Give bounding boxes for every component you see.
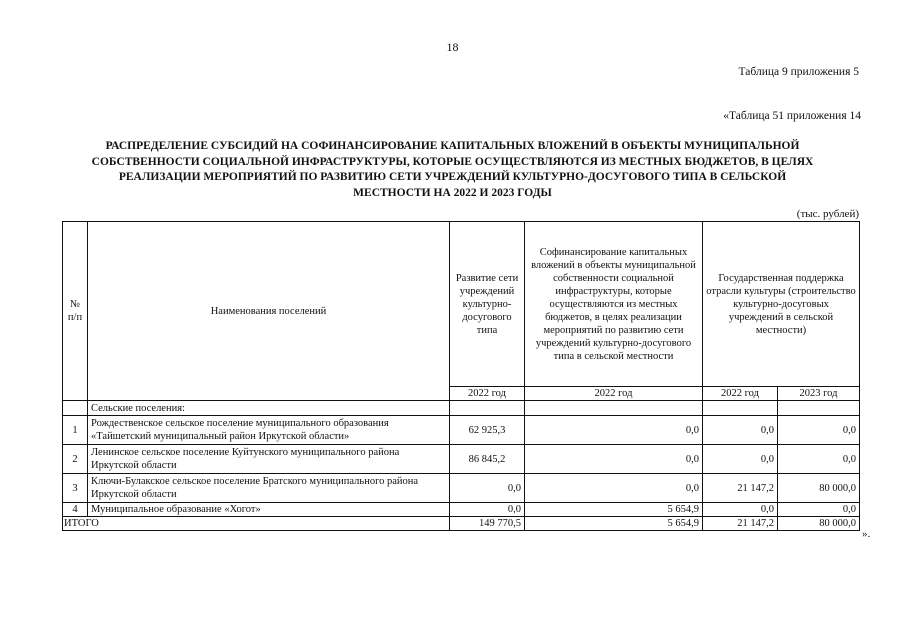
row-value-col3b: 80 000,0 — [778, 474, 860, 503]
row-num: 2 — [63, 445, 88, 474]
row-value-col2: 5 654,9 — [525, 503, 703, 517]
row-value-col3b: 0,0 — [778, 445, 860, 474]
table-row — [63, 474, 860, 503]
row-value-col3a: 21 147,2 — [703, 474, 778, 503]
total-value-col2: 5 654,9 — [525, 517, 703, 531]
row-value-col1: 0,0 — [450, 503, 525, 517]
table-row — [63, 416, 860, 445]
row-num: 1 — [63, 416, 88, 445]
table-total-row — [63, 517, 860, 531]
document-title: РАСПРЕДЕЛЕНИЕ СУБСИДИЙ НА СОФИНАНСИРОВАНИЕ КАПИТАЛЬНЫХ ВЛОЖЕНИЙ В ОБЪЕКТЫ МУНИЦИПАЛЬНОЙ СОБСТВЕННОСТИ СОЦИАЛЬНОЙ ИНФРАСТРУКТУРЫ, КОТОРЫЕ ОСУЩЕСТВЛЯЮТСЯ ИЗ МЕСТНЫХ БЮДЖЕТОВ, В ЦЕЛЯХ РЕАЛИЗАЦИИ МЕРОПРИЯТИЙ ПО РАЗВИТИЮ СЕТИ УЧРЕЖДЕНИЙ КУЛЬТУРНО-ДОСУГОВОГО ТИПА В СЕЛЬСКОЙ МЕСТНОСТИ НА 2022 И 2023 ГОДЫ — [91, 140, 814, 199]
closing-quote-mark: ». — [862, 528, 871, 540]
header-name: Наименования поселений — [88, 222, 450, 401]
year-col3a: 2022 год — [703, 387, 778, 401]
table-row-group — [63, 401, 860, 416]
year-col1: 2022 год — [450, 387, 525, 401]
row-value-col3a: 0,0 — [703, 503, 778, 517]
year-col3b: 2023 год — [778, 387, 860, 401]
inner-table-reference: «Таблица 51 приложения 14 — [723, 110, 861, 122]
row-value-col3a: 0,0 — [703, 445, 778, 474]
row-value-col3b: 0,0 — [778, 503, 860, 517]
year-col2: 2022 год — [525, 387, 703, 401]
row-name: Муниципальное образование «Хогот» — [88, 503, 450, 517]
row-name: Ключи-Булакское сельское поселение Братского муниципального района Иркутской области — [88, 474, 450, 503]
row-value-col3b: 0,0 — [778, 416, 860, 445]
table-row — [63, 503, 860, 517]
total-value-col1: 149 770,5 — [450, 517, 525, 531]
row-num: 4 — [63, 503, 88, 517]
row-value-col2: 0,0 — [525, 445, 703, 474]
row-value-col1: 62 925,3 — [450, 416, 525, 445]
row-value-col3a: 0,0 — [703, 416, 778, 445]
total-value-col3a: 21 147,2 — [703, 517, 778, 531]
group-label: Сельские поселения: — [88, 401, 450, 416]
total-value-col3b: 80 000,0 — [778, 517, 860, 531]
row-num: 3 — [63, 474, 88, 503]
table-reference: Таблица 9 приложения 5 — [738, 66, 859, 78]
row-value-col1: 0,0 — [450, 474, 525, 503]
row-value-col1: 86 845,2 — [450, 445, 525, 474]
row-value-col2: 0,0 — [525, 416, 703, 445]
header-col3: Государственная поддержка отрасли культуры (строительство культурно-досуговых учреждений в сельской местности) — [703, 222, 860, 387]
header-num: № п/п — [63, 222, 88, 401]
header-col1: Развитие сети учреждений культурно-досугового типа — [450, 222, 525, 387]
header-col2: Софинансирование капитальных вложений в объекты муниципальной собственности социальной инфраструктуры, которые осуществляются из местных бюджетов, в целях реализации мероприятий по развитию сети учреждений культурно-досугового типа в сельской местности — [525, 222, 703, 387]
table-row — [63, 445, 860, 474]
table-header-row — [63, 222, 860, 387]
units-label: (тыс. рублей) — [796, 208, 859, 220]
subsidy-table — [62, 221, 860, 531]
row-value-col2: 0,0 — [525, 474, 703, 503]
group-num-cell — [63, 401, 88, 416]
page-number: 18 — [446, 40, 459, 54]
row-name: Ленинское сельское поселение Куйтунского муниципального района Иркутской области — [88, 445, 450, 474]
total-label: ИТОГО — [63, 517, 450, 531]
row-name: Рождественское сельское поселение муниципального образования «Тайшетский муниципальный район Иркутской области» — [88, 416, 450, 445]
